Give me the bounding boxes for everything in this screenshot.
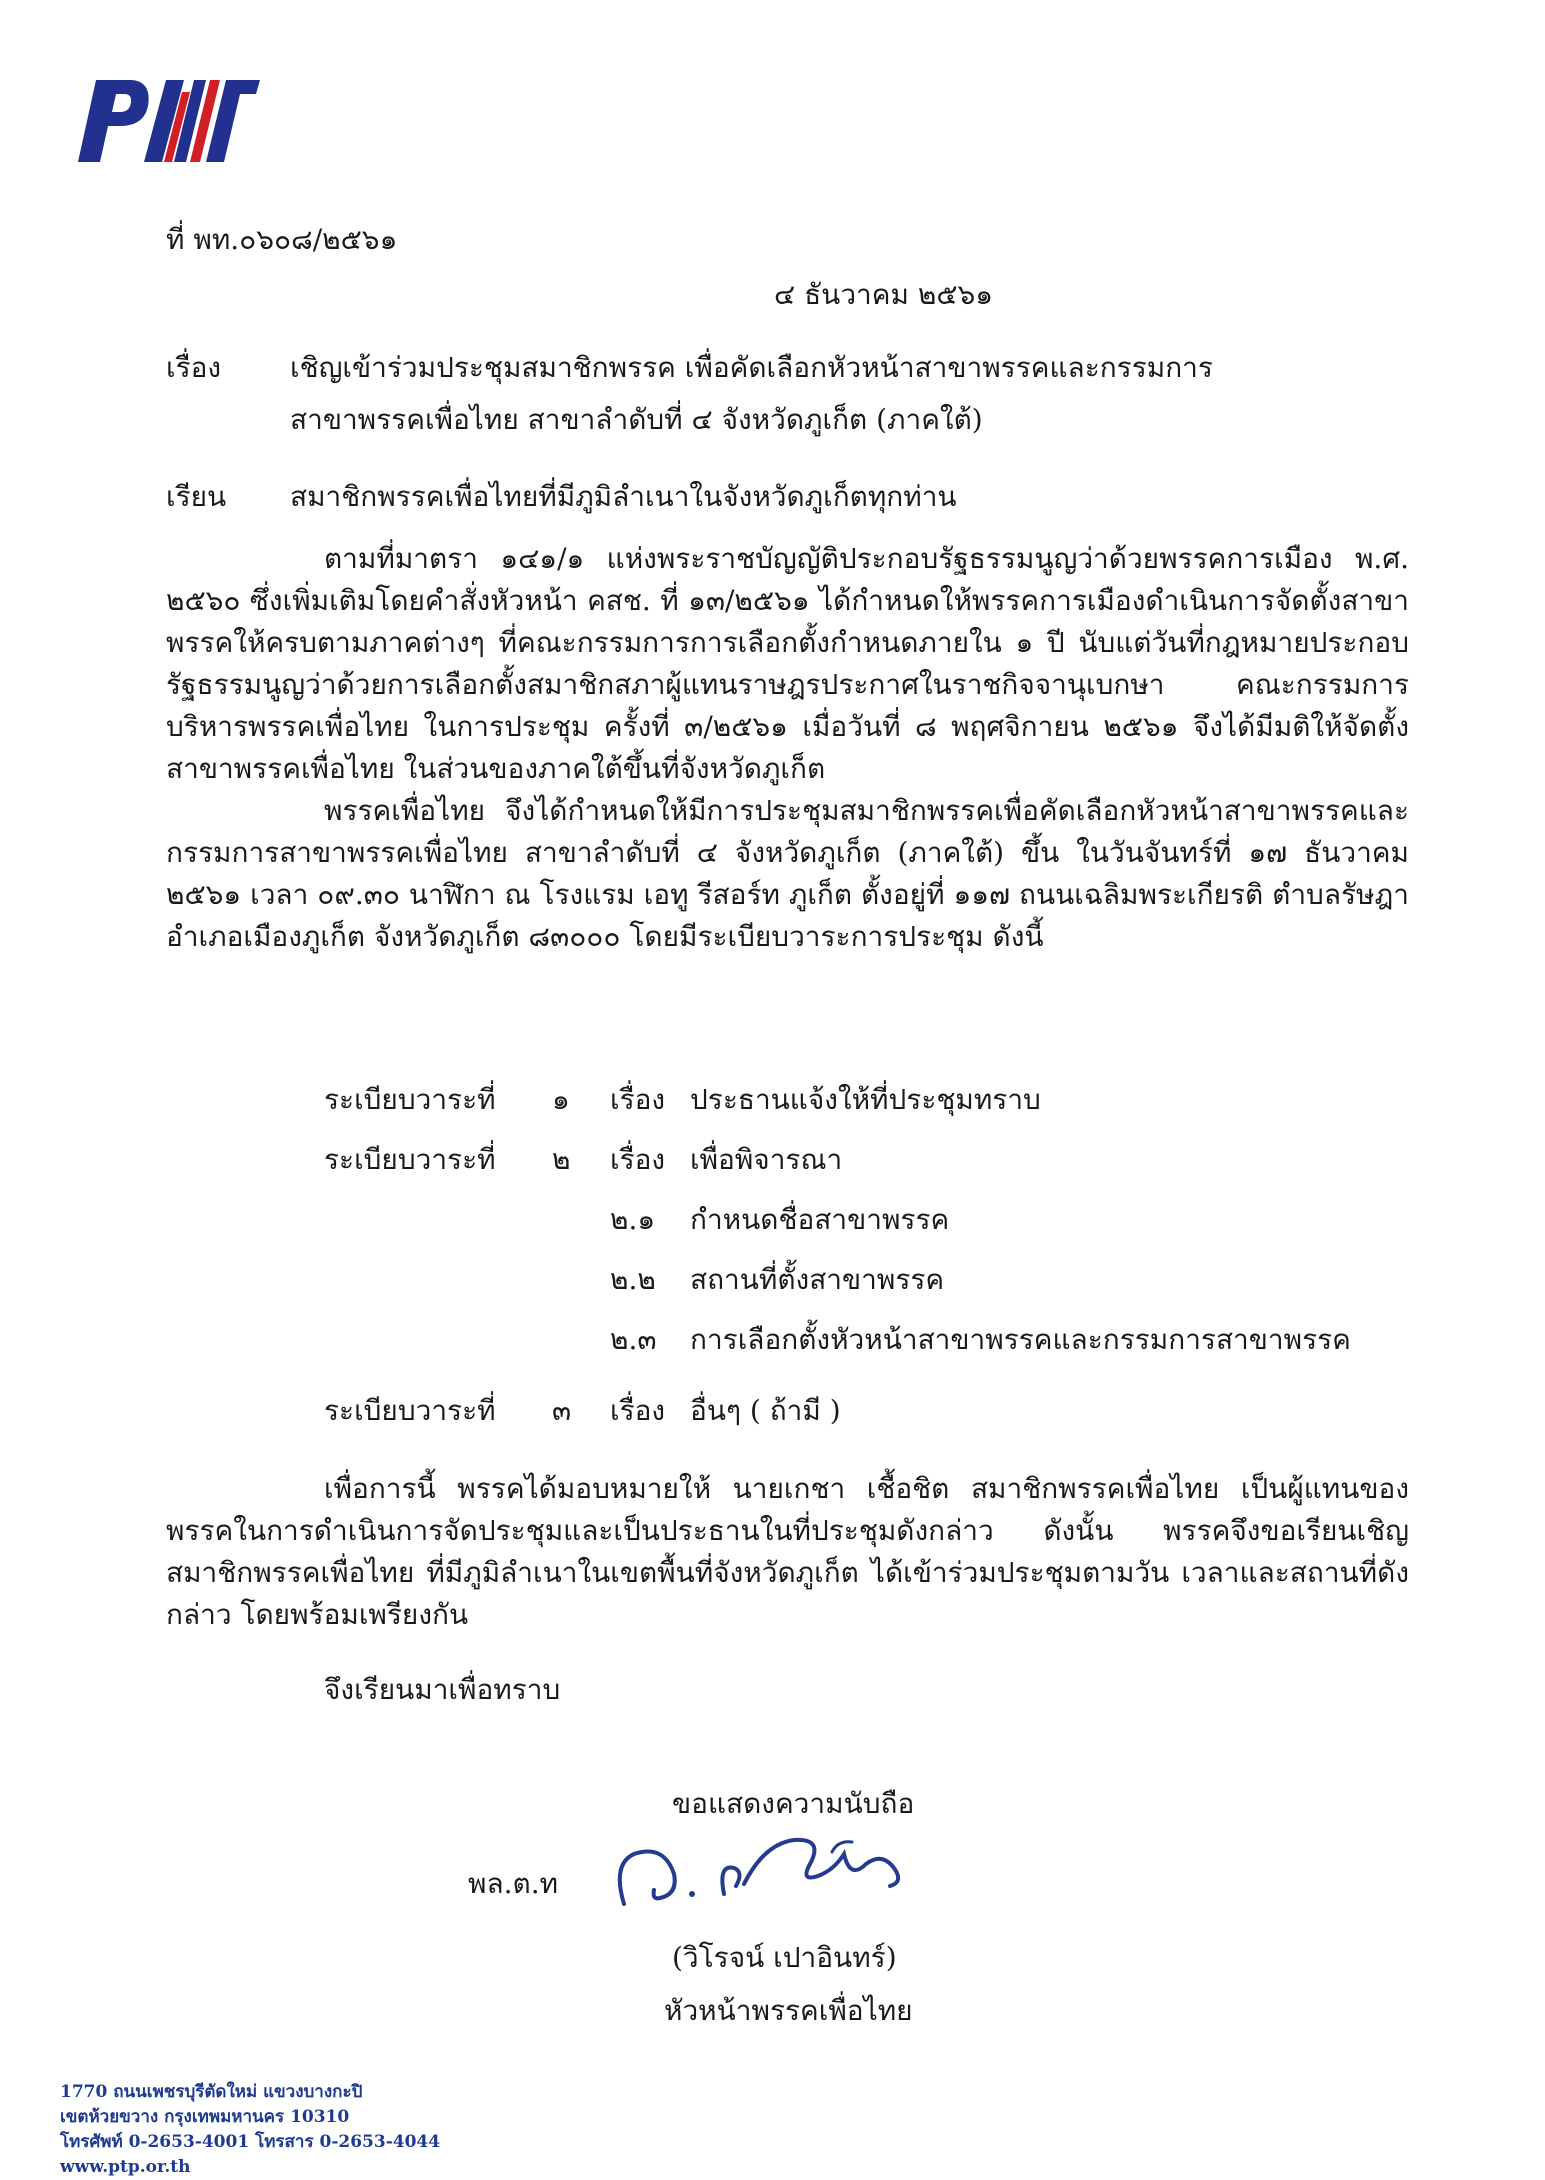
- agenda-1-num: ๑: [552, 1083, 570, 1116]
- agenda-3-label: ระเบียบวาระที่: [324, 1394, 496, 1427]
- agenda-2-text: เพื่อพิจารณา: [690, 1143, 843, 1176]
- agenda-2-num: ๒: [552, 1143, 571, 1176]
- agenda-3-num: ๓: [552, 1394, 572, 1427]
- reference-number: ที่ พท.๐๖๐๘/๒๕๖๑: [166, 223, 398, 256]
- agenda-2-label: ระเบียบวาระที่: [324, 1143, 496, 1176]
- body-section-2: [166, 1468, 1409, 1636]
- address-line-1: 1770 ถนนเพชรบุรีตัดใหม่ แขวงบางกะปิ: [60, 2082, 363, 2102]
- paragraph-1: ตามที่มาตรา ๑๔๑/๑ แห่งพระราชบัญญัติประกอบรัฐธรรมนูญว่าด้วยพรรคการเมือง พ.ศ. ๒๕๖๐ ซึ่งเพิ่มเติมโดยคำสั่งหัวหน้า คสช. ที่ ๑๓/๒๕๖๑ ได้กำหนดให้พรรคการเมืองดำเนินการจัดตั้งสาขาพรรคให้ครบตามภาคต่างๆ ที่คณะกรรมการการเลือกตั้งกำหนดภายใน ๑ ปี นับแต่วันที่กฎหมายประกอบรัฐธรรมนูญว่าด้วยการเลือกตั้งสมาชิกสภาผู้แทนราษฎรประกาศในราชกิจจานุเบกษา คณะกรรมการบริหารพรรคเพื่อไทย ในการประชุม ครั้งที่ ๓/๒๕๖๑ เมื่อวันที่ ๘ พฤศจิกายน ๒๕๖๑ จึงได้มีมติให้จัดตั้งสาขาพรรคเพื่อไทย ในส่วนของภาคใต้ขึ้นที่จังหวัดภูเก็ต: [166, 542, 1409, 785]
- phone-line: โทรศัพท์ 0-2653-4001 โทรสาร 0-2653-4044: [60, 2132, 441, 2152]
- signatory-title: หัวหน้าพรรคเพื่อไทย: [664, 1994, 913, 2027]
- website-link[interactable]: www.ptp.or.th: [60, 2157, 191, 2177]
- signature: [594, 1824, 924, 1948]
- footer-address: [60, 2080, 440, 2180]
- paragraph-3: เพื่อการนี้ พรรคได้มอบหมายให้ นายเกชา เชื้อชิต สมาชิกพรรคเพื่อไทย เป็นผู้แทนของพรรคในการดำเนินการจัดประชุมและเป็นประธานในที่ประชุมดังกล่าว ดังนั้น พรรคจึงขอเรียนเชิญสมาชิกพรรคเพื่อไทย ที่มีภูมิลำเนาในเขตพื้นที่จังหวัดภูเก็ต ได้เข้าร่วมประชุมตามวัน เวลาและสถานที่ดังกล่าว โดยพร้อมเพรียงกัน: [166, 1472, 1409, 1631]
- agenda-1-label: ระเบียบวาระที่: [324, 1083, 496, 1116]
- agenda-1-subject-label: เรื่อง: [610, 1083, 666, 1116]
- sub-item-2-text: สถานที่ตั้งสาขาพรรค: [690, 1263, 945, 1296]
- body-section-1: [166, 538, 1409, 958]
- closing-line: จึงเรียนมาเพื่อทราบ: [324, 1673, 561, 1706]
- paragraph-2: พรรคเพื่อไทย จึงได้กำหนดให้มีการประชุมสมาชิกพรรคเพื่อคัดเลือกหัวหน้าสาขาพรรคและกรรมการสาขาพรรคเพื่อไทย สาขาลำดับที่ ๔ จังหวัดภูเก็ต (ภาคใต้) ขึ้น ในวันจันทร์ที่ ๑๗ ธันวาคม ๒๕๖๑ เวลา ๐๙.๓๐ นาฬิกา ณ โรงแรม เอทู รีสอร์ท ภูเก็ต ตั้งอยู่ที่ ๑๑๗ ถนนเฉลิมพระเกียรติ ตำบลรัษฎา อำเภอเมืองภูเก็ต จังหวัดภูเก็ต ๘๓๐๐๐ โดยมีระเบียบวาระการประชุม ดังนี้: [166, 794, 1409, 953]
- complimentary-close: ขอแสดงความนับถือ: [672, 1787, 915, 1820]
- sub-item-1-num: ๒.๑: [610, 1203, 656, 1236]
- signatory-name: (วิโรจน์ เปาอินทร์): [672, 1941, 897, 1974]
- sub-item-1-text: กำหนดชื่อสาขาพรรค: [690, 1203, 950, 1236]
- subject-line-2: สาขาพรรคเพื่อไทย สาขาลำดับที่ ๔ จังหวัดภูเก็ต (ภาคใต้): [290, 403, 983, 436]
- signatory-rank: พล.ต.ท: [468, 1867, 559, 1900]
- sub-item-3-num: ๒.๓: [610, 1323, 657, 1356]
- party-logo: [74, 72, 260, 164]
- address-line-2: เขตห้วยขวาง กรุงเทพมหานคร 10310: [60, 2107, 350, 2127]
- agenda-2-subject-label: เรื่อง: [610, 1143, 666, 1176]
- to-text: สมาชิกพรรคเพื่อไทยที่มีภูมิลำเนาในจังหวัดภูเก็ตทุกท่าน: [290, 480, 957, 513]
- agenda-3-subject-label: เรื่อง: [610, 1394, 666, 1427]
- sub-item-2-num: ๒.๒: [610, 1263, 656, 1296]
- sub-item-3-text: การเลือกตั้งหัวหน้าสาขาพรรคและกรรมการสาขาพรรค: [690, 1323, 1351, 1356]
- agenda-3-text: อื่นๆ ( ถ้ามี ): [690, 1394, 841, 1427]
- subject-label: เรื่อง: [166, 351, 222, 384]
- agenda-1-text: ประธานแจ้งให้ที่ประชุมทราบ: [690, 1083, 1041, 1116]
- subject-line-1: เชิญเข้าร่วมประชุมสมาชิกพรรค เพื่อคัดเลือกหัวหน้าสาขาพรรคและกรรมการ: [290, 351, 1213, 384]
- letter-date: ๔ ธันวาคม ๒๕๖๑: [774, 278, 994, 311]
- to-label: เรียน: [166, 480, 227, 513]
